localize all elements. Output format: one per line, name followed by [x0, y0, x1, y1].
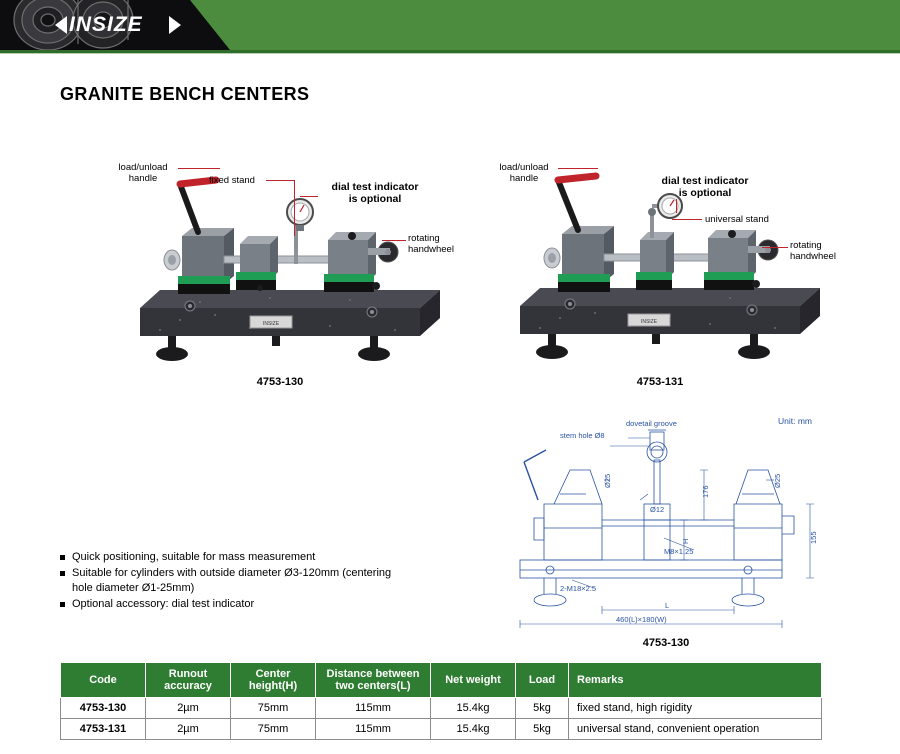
fig2-callout-load-handle: [489, 162, 559, 184]
fig1-callout-load-line1: load/unload: [118, 162, 168, 173]
cell-net-weight: 15.4kg: [431, 698, 516, 719]
feature-item-1: Quick positioning, suitable for mass measurement: [60, 550, 400, 565]
fig2-callout-dti-line2: is optional: [678, 187, 732, 199]
fig1-callout-handwheel-line2: handwheel: [408, 244, 454, 255]
cell-remarks: fixed stand, high rigidity: [569, 698, 822, 719]
drawing-label-dia25-left: Ø25: [603, 473, 612, 488]
table-header-load: Load: [516, 663, 569, 698]
fig1-callout-load-line2: handle: [128, 173, 158, 184]
header-rule-light: [0, 53, 900, 54]
table-header-runout: Runout accuracy: [146, 663, 231, 698]
technical-drawing-4753-130: [498, 408, 838, 648]
drawing-unit-label: Unit: mm: [778, 416, 812, 426]
fig1-callout-dti: [320, 181, 430, 205]
svg-text:INSIZE: INSIZE: [640, 319, 658, 325]
drawing-label-155: 155: [809, 531, 818, 544]
drawing-label-m18: 2-M18×2.5: [560, 584, 597, 593]
fig1-leader-fixed-v: [294, 180, 295, 236]
fig2-callout-handwheel-line2: handwheel: [790, 251, 836, 262]
drawing-label-dovetail: dovetail groove: [626, 419, 677, 428]
fig1-callout-fixed-stand: [209, 175, 255, 186]
fig2-callout-dti: [650, 175, 760, 199]
features-list: [60, 550, 400, 613]
specifications-table: [60, 662, 822, 740]
fig2-callout-universal-stand: [705, 214, 769, 225]
fig1-callout-handwheel: [408, 233, 468, 255]
figure1-caption: 4753-130: [256, 376, 304, 388]
fig2-callout-dti-line1: dial test indicator: [661, 175, 749, 187]
page-title: GRANITE BENCH CENTERS: [60, 84, 310, 104]
header-green-bar: [230, 0, 900, 50]
cell-code: 4753-131: [61, 719, 146, 740]
fig2-leader-dti-v: [676, 199, 677, 213]
fig1-callout-fixed-stand-text: fixed stand: [209, 175, 255, 186]
fig1-callout-handwheel-line1: rotating: [408, 233, 440, 244]
fig1-leader-fixed: [266, 180, 294, 181]
table-row: [61, 698, 822, 719]
fig2-callout-load-line2: handle: [509, 173, 539, 184]
fig1-callout-load-handle: [108, 162, 178, 184]
fig1-leader-load: [178, 168, 220, 169]
cell-center-height: 75mm: [231, 719, 316, 740]
fig1-callout-dti-line2: is optional: [348, 193, 402, 205]
fig2-callout-handwheel: [790, 240, 850, 262]
drawing-label-stem-hole: stem hole Ø8: [560, 431, 605, 440]
svg-text:INSIZE: INSIZE: [262, 321, 280, 327]
cell-load: 5kg: [516, 719, 569, 740]
drawing-caption: 4753-130: [642, 637, 690, 649]
table-header-net-weight: Net weight: [431, 663, 516, 698]
cell-net-weight: 15.4kg: [431, 719, 516, 740]
feature-item-3: Optional accessory: dial test indicator: [60, 597, 400, 612]
fig2-leader-handwheel: [762, 247, 788, 248]
table-header-code: Code: [61, 663, 146, 698]
table-header-center-height: Center height(H): [231, 663, 316, 698]
cell-runout: 2µm: [146, 719, 231, 740]
logo-text: INSIZE: [69, 13, 143, 36]
fig2-callout-load-line1: load/unload: [499, 162, 549, 173]
table-row: [61, 719, 822, 740]
drawing-label-m8: M8×1.25: [664, 547, 694, 556]
drawing-label-dia12: Ø12: [650, 505, 665, 514]
cell-distance: 115mm: [316, 698, 431, 719]
fig2-leader-universal: [672, 219, 702, 220]
drawing-label-176: 176: [701, 485, 710, 498]
cell-code: 4753-130: [61, 698, 146, 719]
table-header-remarks: Remarks: [569, 663, 822, 698]
feature-item-2: Suitable for cylinders with outside diameter Ø3-120mm (centering hole diameter Ø1-25mm): [60, 566, 400, 596]
header-diagonal: [190, 0, 230, 50]
logo-right-arrow-icon: [169, 16, 181, 34]
drawing-label-base: 460(L)×180(W): [616, 615, 667, 624]
fig2-callout-universal-stand-text: universal stand: [705, 214, 769, 225]
figure2-caption: 4753-131: [636, 376, 684, 388]
cell-center-height: 75mm: [231, 698, 316, 719]
insize-logo: [55, 12, 185, 38]
fig2-callout-handwheel-line1: rotating: [790, 240, 822, 251]
cell-load: 5kg: [516, 698, 569, 719]
cell-remarks: universal stand, convenient operation: [569, 719, 822, 740]
technical-drawing-svg: [498, 408, 838, 648]
drawing-label-L: L: [665, 601, 670, 610]
cell-distance: 115mm: [316, 719, 431, 740]
table-header-row: [61, 663, 822, 698]
fig1-leader-dti: [300, 196, 318, 197]
page-header: [0, 0, 900, 50]
fig2-leader-load: [558, 168, 598, 169]
drawing-label-H: H: [681, 538, 690, 544]
fig1-callout-dti-line1: dial test indicator: [331, 181, 419, 193]
logo-left-arrow-icon: [55, 16, 67, 34]
fig1-leader-handwheel: [382, 240, 406, 241]
cell-runout: 2µm: [146, 698, 231, 719]
table-header-distance: Distance between two centers(L): [316, 663, 431, 698]
drawing-label-dia25-right: Ø25: [773, 473, 782, 488]
